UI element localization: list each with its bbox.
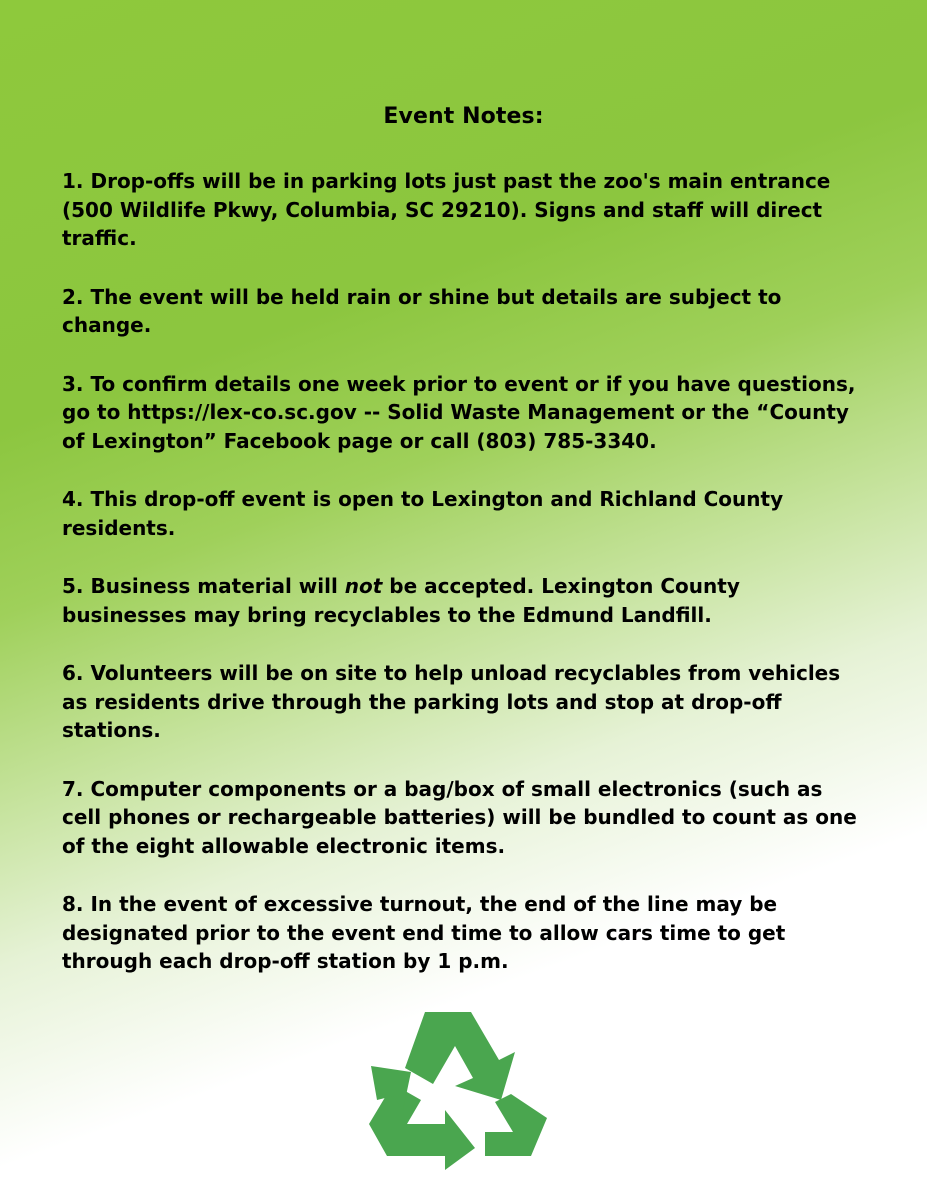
note-emphasis: not: [344, 574, 383, 598]
note-item: 1. Drop-offs will be in parking lots just past the zoo's main entrance (500 Wildlife Pkwy, Columbia, SC 29210). Signs and staff will direct traffic.: [62, 169, 831, 250]
note-item: 8. In the event of excessive turnout, the end of the line may be designated prior to the event end time to allow cars time to get through each drop-off station by 1 p.m.: [62, 892, 786, 973]
event-notes-list: [62, 167, 862, 1006]
note-text-after: be accepted. Lexington County businesses may bring recyclables to the Edmund Landfill.: [62, 574, 740, 627]
note-item: 4. This drop-off event is open to Lexington and Richland County residents.: [62, 487, 784, 540]
note-item: 3. To confirm details one week prior to event or if you have questions, go to https://lex-co.sc.gov -- Solid Waste Management or the “County of Lexington” Facebook page or call (803) 785-3340.: [62, 371, 856, 453]
recycle-icon: [363, 1002, 553, 1172]
note-item: 7. Computer components or a bag/box of small electronics (such as cell phones or rechargeable batteries) will be bundled to count as one of the eight allowable electronic items.: [62, 776, 857, 858]
recycle-arrow-top: [405, 1012, 515, 1100]
page-title: Event Notes:: [383, 104, 544, 129]
note-text-before: 5. Business material will: [62, 574, 345, 598]
note-item: 6. Volunteers will be on site to help unload recyclables from vehicles as residents drive through the parking lots and stop at drop-off stations.: [62, 661, 841, 742]
recycle-arrow-right: [485, 1094, 547, 1156]
note-item: [62, 572, 862, 629]
note-item: 2. The event will be held rain or shine but details are subject to change.: [62, 284, 782, 337]
